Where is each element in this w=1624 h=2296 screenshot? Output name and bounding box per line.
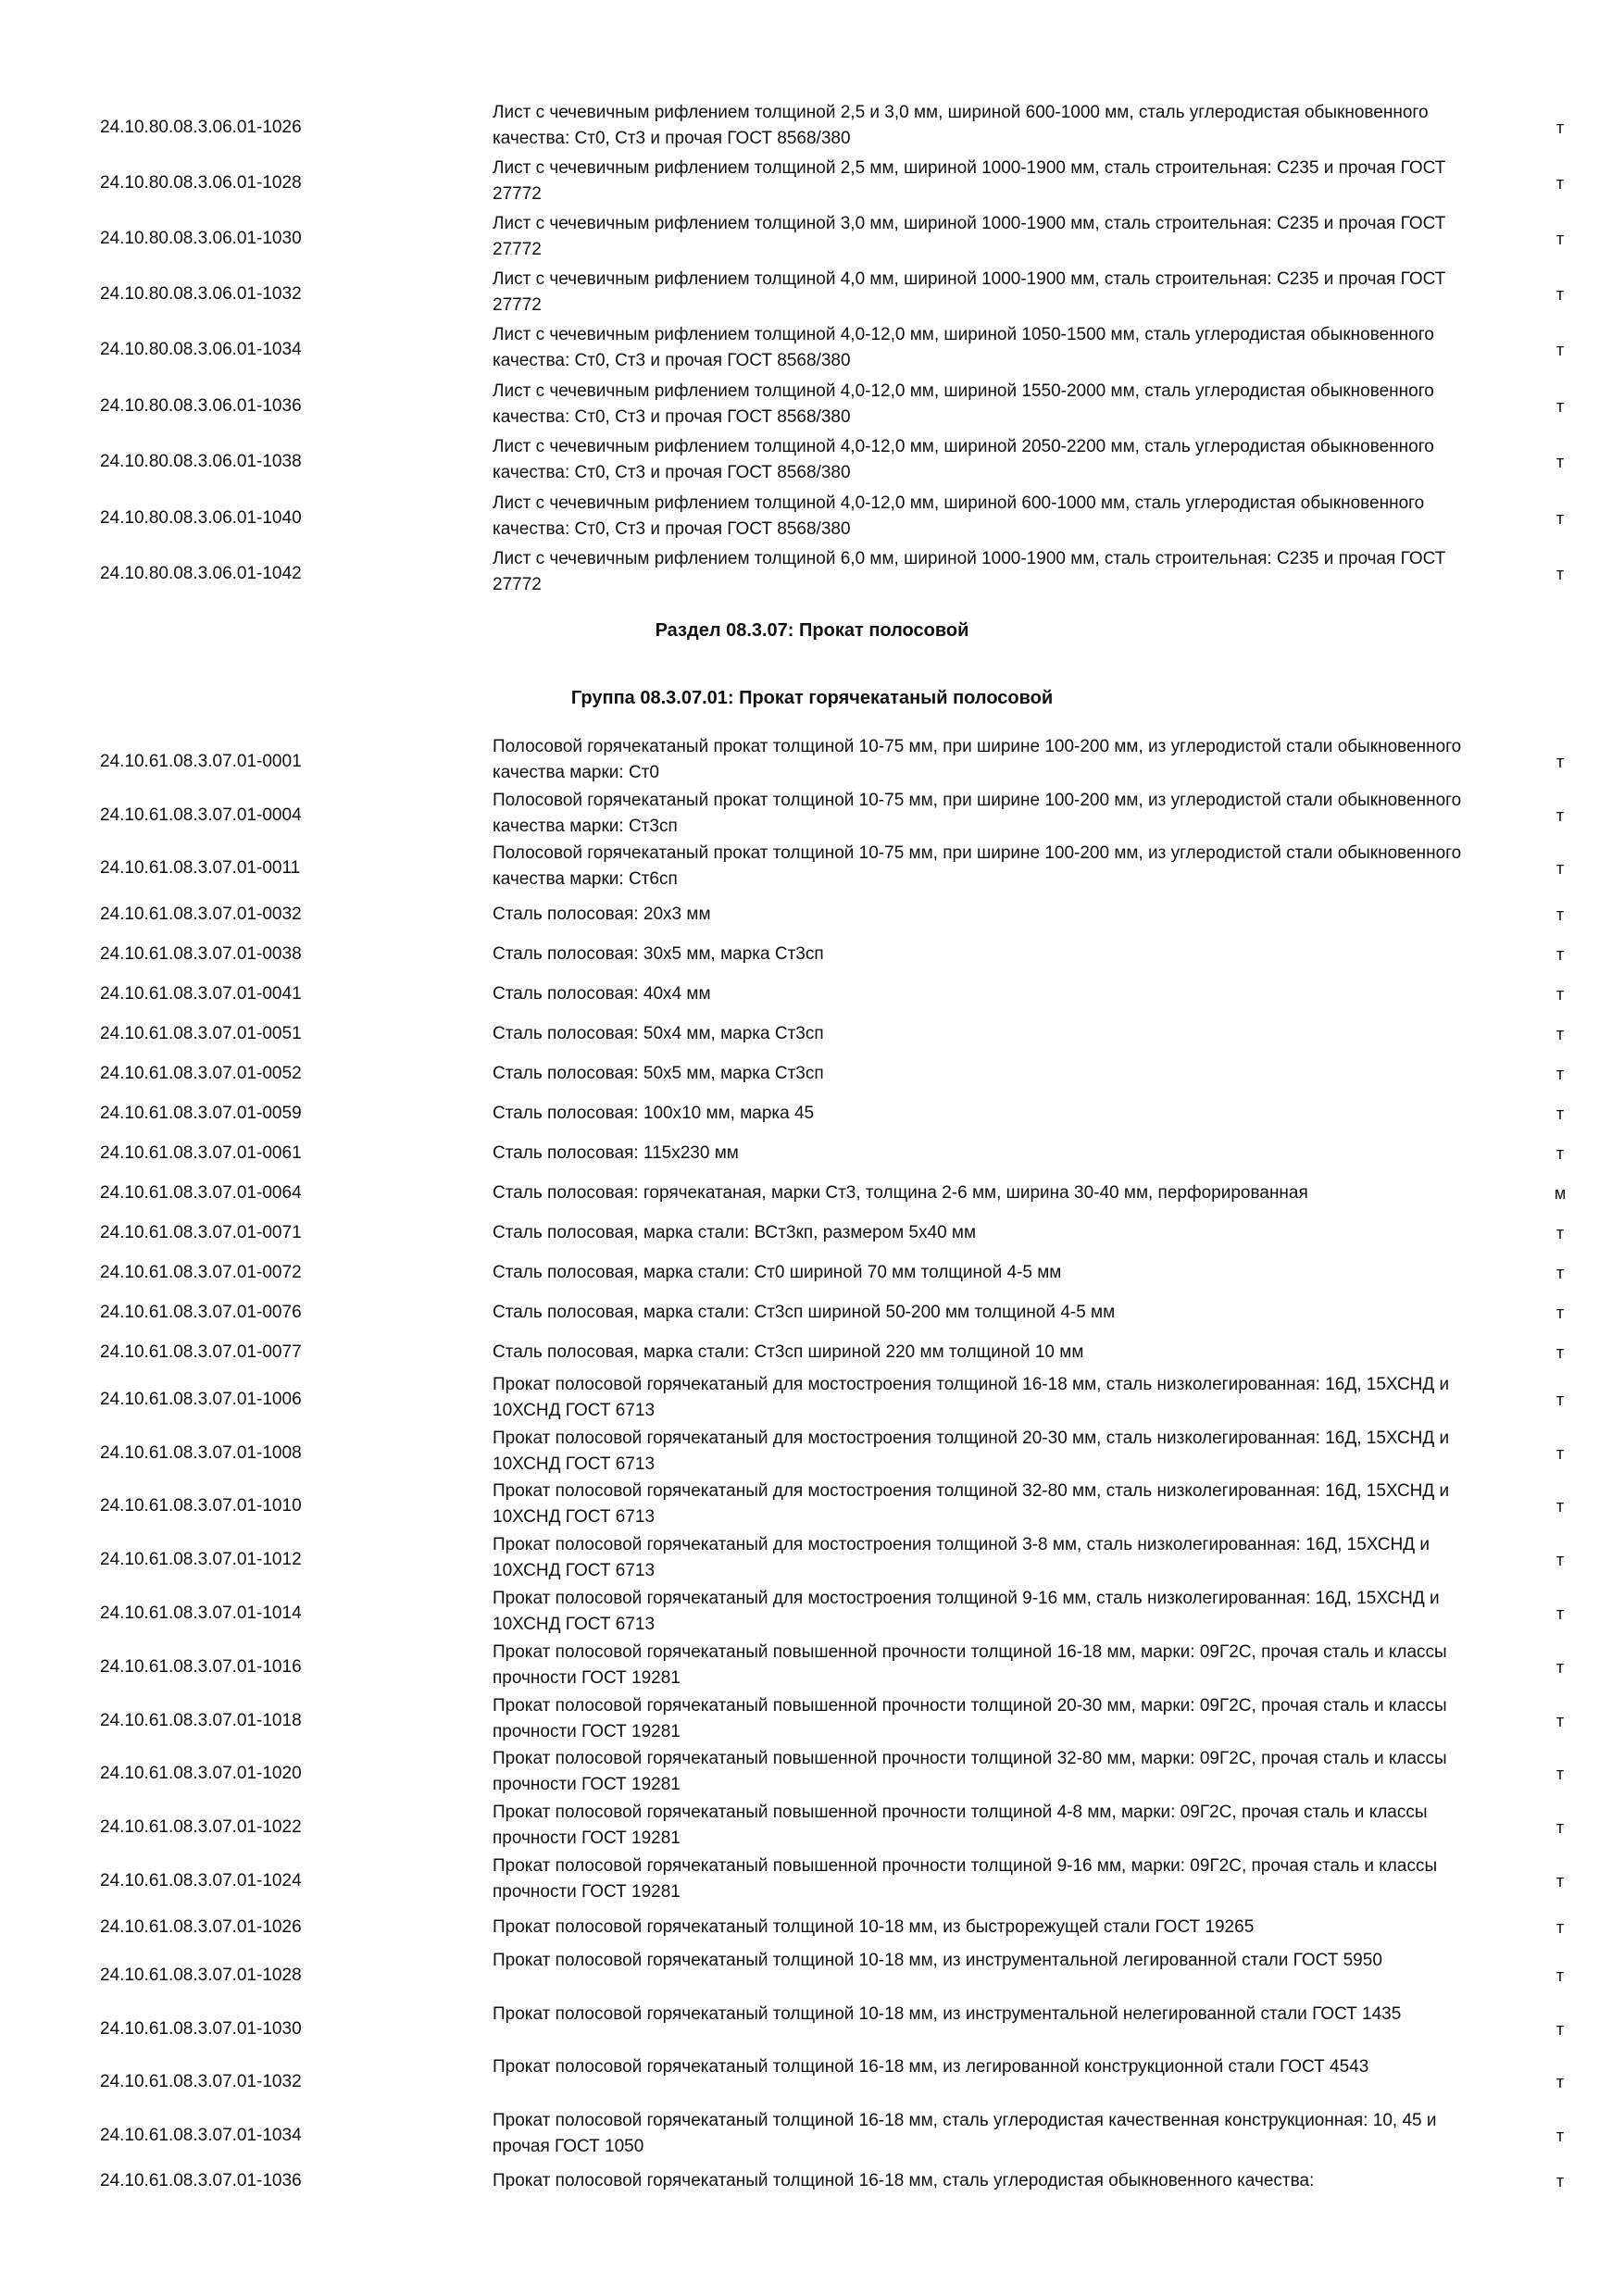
item-code: 24.10.61.08.3.07.01-0072 — [100, 1263, 302, 1282]
item-unit: т — [1555, 753, 1565, 771]
item-code: 24.10.61.08.3.07.01-0004 — [100, 805, 302, 825]
item-unit: т — [1555, 2127, 1565, 2145]
item-description: Сталь полосовая: 30х5 мм, марка Ст3сп — [493, 944, 824, 964]
group-heading: Группа 08.3.07.01: Прокат горячекатаный полосовой — [570, 688, 1054, 708]
item-code: 24.10.61.08.3.07.01-1016 — [100, 1657, 302, 1677]
item-description: Сталь полосовая: 40х4 мм — [493, 984, 711, 1004]
item-description: Прокат полосовой горячекатаный толщиной 10-18 мм, из инструментальной нелегированной стали ГОСТ 1435 — [493, 2004, 1402, 2024]
item-description: Сталь полосовая: 50х4 мм, марка Ст3сп — [493, 1024, 824, 1043]
item-unit: т — [1555, 1104, 1565, 1123]
item-unit: т — [1555, 1551, 1565, 1569]
item-description: Прокат полосовой горячекатаный толщиной 16-18 мм, сталь углеродистая качественная конструкционная: 10, 45 и прочая ГОСТ 1050 — [493, 2111, 1437, 2156]
item-unit: т — [1555, 1712, 1565, 1730]
item-unit: т — [1555, 1391, 1565, 1409]
item-code: 24.10.61.08.3.07.01-0071 — [100, 1223, 302, 1242]
item-code: 24.10.61.08.3.07.01-0077 — [100, 1342, 302, 1362]
item-code: 24.10.61.08.3.07.01-1028 — [100, 1965, 302, 1985]
item-code: 24.10.61.08.3.07.01-0076 — [100, 1303, 302, 1322]
item-unit: т — [1555, 1765, 1565, 1783]
item-unit: т — [1555, 1065, 1565, 1083]
item-unit: т — [1555, 1966, 1565, 1985]
item-code: 24.10.80.08.3.06.01-1028 — [100, 173, 302, 193]
item-description: Прокат полосовой горячекатаный для мостостроения толщиной 16-18 мм, сталь низколегированная: 16Д, 15ХСНД и 10ХСНД ГОСТ 6713 — [493, 1375, 1450, 1420]
section-heading: Раздел 08.3.07: Прокат полосовой — [655, 620, 969, 641]
item-description: Прокат полосовой горячекатаный повышенной прочности толщиной 4-8 мм, марки: 09Г2С, прочая сталь и классы прочности ГОСТ 19281 — [493, 1803, 1428, 1848]
item-description: Прокат полосовой горячекатаный для мостостроения толщиной 3-8 мм, сталь низколегированная: 16Д, 15ХСНД и 10ХСНД ГОСТ 6713 — [493, 1535, 1430, 1580]
item-description: Лист с чечевичным рифлением толщиной 3,0 мм, шириной 1000-1900 мм, сталь строительная: С235 и прочая ГОСТ 27772 — [493, 214, 1446, 259]
item-description: Сталь полосовая, марка стали: Ст3сп шириной 50-200 мм толщиной 4-5 мм — [493, 1303, 1116, 1322]
item-code: 24.10.61.08.3.07.01-0051 — [100, 1024, 302, 1043]
item-unit: т — [1555, 945, 1565, 964]
item-description: Лист с чечевичным рифлением толщиной 4,0-12,0 мм, шириной 2050-2200 мм, сталь углеродистая обыкновенного качества: Ст0, Ст3 и прочая ГОСТ 8568/380 — [493, 437, 1434, 482]
item-code: 24.10.61.08.3.07.01-0041 — [100, 984, 302, 1004]
item-description: Лист с чечевичным рифлением толщиной 2,5 и 3,0 мм, шириной 600-1000 мм, сталь углеродистая обыкновенного качества: Ст0, Ст3 и прочая ГОСТ 8568/380 — [493, 103, 1429, 148]
item-code: 24.10.61.08.3.07.01-0059 — [100, 1104, 302, 1123]
item-code: 24.10.80.08.3.06.01-1036 — [100, 396, 302, 416]
item-description: Сталь полосовая: горячекатаная, марки Ст3, толщина 2-6 мм, ширина 30-40 мм, перфорированная — [493, 1183, 1308, 1203]
item-code: 24.10.61.08.3.07.01-0061 — [100, 1143, 302, 1163]
item-unit: т — [1555, 1144, 1565, 1163]
item-description: Сталь полосовая: 100х10 мм, марка 45 — [493, 1104, 815, 1123]
item-description: Прокат полосовой горячекатаный толщиной 16-18 мм, из легированной конструкционной стали ГОСТ 4543 — [493, 2057, 1369, 2077]
item-code: 24.10.61.08.3.07.01-1010 — [100, 1496, 302, 1516]
item-description: Лист с чечевичным рифлением толщиной 4,0-12,0 мм, шириной 1550-2000 мм, сталь углеродистая обыкновенного качества: Ст0, Ст3 и прочая ГОСТ 8568/380 — [493, 381, 1434, 427]
item-code: 24.10.61.08.3.07.01-0038 — [100, 944, 302, 964]
item-unit: т — [1555, 1872, 1565, 1890]
item-description: Прокат полосовой горячекатаный повышенной прочности толщиной 16-18 мм, марки: 09Г2С, прочая сталь и классы прочности ГОСТ 19281 — [493, 1642, 1447, 1688]
item-code: 24.10.61.08.3.07.01-0001 — [100, 752, 302, 771]
item-unit: т — [1555, 905, 1565, 924]
item-unit: т — [1555, 1224, 1565, 1242]
item-description: Полосовой горячекатаный прокат толщиной 10-75 мм, при ширине 100-200 мм, из углеродистой стали обыкновенного качества марки: Ст3сп — [493, 791, 1462, 836]
item-unit: т — [1555, 230, 1565, 248]
item-unit: т — [1555, 2172, 1565, 2190]
item-description: Сталь полосовая, марка стали: Ст0 шириной 70 мм толщиной 4-5 мм — [493, 1263, 1062, 1282]
item-description: Прокат полосовой горячекатаный повышенной прочности толщиной 20-30 мм, марки: 09Г2С, прочая сталь и классы прочности ГОСТ 19281 — [493, 1696, 1447, 1741]
item-description: Прокат полосовой горячекатаный толщиной 16-18 мм, сталь углеродистая обыкновенного качества: — [493, 2171, 1315, 2190]
item-unit: т — [1555, 1025, 1565, 1043]
item-unit: т — [1555, 1497, 1565, 1516]
item-unit: т — [1555, 1604, 1565, 1623]
item-description: Лист с чечевичным рифлением толщиной 4,0-12,0 мм, шириной 1050-1500 мм, сталь углеродистая обыкновенного качества: Ст0, Ст3 и прочая ГОСТ 8568/380 — [493, 325, 1434, 370]
item-description: Прокат полосовой горячекатаный повышенной прочности толщиной 9-16 мм, марки: 09Г2С, прочая сталь и классы прочности ГОСТ 19281 — [493, 1856, 1438, 1902]
item-code: 24.10.61.08.3.07.01-1024 — [100, 1871, 302, 1890]
item-code: 24.10.61.08.3.07.01-1020 — [100, 1764, 302, 1783]
item-code: 24.10.80.08.3.06.01-1038 — [100, 452, 302, 471]
item-code: 24.10.61.08.3.07.01-1022 — [100, 1817, 302, 1837]
item-code: 24.10.61.08.3.07.01-1014 — [100, 1603, 302, 1623]
item-code: 24.10.61.08.3.07.01-1036 — [100, 2171, 302, 2190]
item-description: Полосовой горячекатаный прокат толщиной 10-75 мм, при ширине 100-200 мм, из углеродистой стали обыкновенного качества марки: Ст0 — [493, 737, 1462, 782]
item-unit: т — [1555, 1343, 1565, 1362]
item-unit: т — [1555, 1304, 1565, 1322]
item-description: Прокат полосовой горячекатаный для мостостроения толщиной 32-80 мм, сталь низколегированная: 16Д, 15ХСНД и 10ХСНД ГОСТ 6713 — [493, 1481, 1450, 1527]
item-unit: т — [1555, 341, 1565, 359]
item-unit: т — [1555, 985, 1565, 1004]
item-unit: т — [1555, 453, 1565, 471]
item-code: 24.10.61.08.3.07.01-1018 — [100, 1711, 302, 1730]
item-code: 24.10.61.08.3.07.01-1008 — [100, 1443, 302, 1463]
item-unit: т — [1555, 806, 1565, 825]
item-unit: т — [1555, 1918, 1565, 1937]
item-code: 24.10.80.08.3.06.01-1026 — [100, 118, 302, 137]
item-code: 24.10.61.08.3.07.01-1006 — [100, 1390, 302, 1409]
item-description: Прокат полосовой горячекатаный толщиной 10-18 мм, из инструментальной легированной стали ГОСТ 5950 — [493, 1951, 1382, 1970]
item-unit: т — [1555, 397, 1565, 416]
item-code: 24.10.61.08.3.07.01-1030 — [100, 2019, 302, 2039]
item-description: Полосовой горячекатаный прокат толщиной 10-75 мм, при ширине 100-200 мм, из углеродистой стали обыкновенного качества марки: Ст6сп — [493, 843, 1462, 889]
item-code: 24.10.61.08.3.07.01-0032 — [100, 905, 302, 924]
item-description: Лист с чечевичным рифлением толщиной 2,5 мм, шириной 1000-1900 мм, сталь строительная: С235 и прочая ГОСТ 27772 — [493, 158, 1446, 204]
item-unit: т — [1555, 1444, 1565, 1463]
item-unit: т — [1555, 174, 1565, 193]
item-code: 24.10.61.08.3.07.01-0052 — [100, 1064, 302, 1083]
item-code: 24.10.61.08.3.07.01-0064 — [100, 1183, 302, 1203]
item-description: Сталь полосовая: 50х5 мм, марка Ст3сп — [493, 1064, 824, 1083]
item-description: Сталь полосовая: 115х230 мм — [493, 1143, 739, 1163]
item-code: 24.10.61.08.3.07.01-1012 — [100, 1550, 302, 1569]
item-description: Лист с чечевичным рифлением толщиной 4,0-12,0 мм, шириной 600-1000 мм, сталь углеродистая обыкновенного качества: Ст0, Ст3 и прочая ГОСТ 8568/380 — [493, 493, 1425, 539]
item-code: 24.10.80.08.3.06.01-1032 — [100, 284, 302, 304]
item-unit: т — [1555, 2073, 1565, 2091]
item-code: 24.10.80.08.3.06.01-1040 — [100, 508, 302, 528]
item-description: Сталь полосовая, марка стали: ВСт3кп, размером 5х40 мм — [493, 1223, 977, 1242]
item-description: Прокат полосовой горячекатаный толщиной 10-18 мм, из быстрорежущей стали ГОСТ 19265 — [493, 1917, 1255, 1937]
item-unit: м — [1554, 1184, 1567, 1203]
item-unit: т — [1555, 1264, 1565, 1282]
item-code: 24.10.80.08.3.06.01-1042 — [100, 564, 302, 583]
item-code: 24.10.61.08.3.07.01-0011 — [100, 858, 301, 878]
item-unit: т — [1555, 859, 1565, 878]
item-code: 24.10.80.08.3.06.01-1034 — [100, 340, 302, 359]
item-description: Лист с чечевичным рифлением толщиной 4,0 мм, шириной 1000-1900 мм, сталь строительная: С235 и прочая ГОСТ 27772 — [493, 269, 1446, 315]
item-code: 24.10.61.08.3.07.01-1034 — [100, 2126, 302, 2145]
item-code: 24.10.80.08.3.06.01-1030 — [100, 229, 302, 248]
item-description: Лист с чечевичным рифлением толщиной 6,0 мм, шириной 1000-1900 мм, сталь строительная: С235 и прочая ГОСТ 27772 — [493, 549, 1446, 594]
item-unit: т — [1555, 285, 1565, 304]
item-description: Прокат полосовой горячекатаный для мостостроения толщиной 9-16 мм, сталь низколегированная: 16Д, 15ХСНД и 10ХСНД ГОСТ 6713 — [493, 1589, 1440, 1634]
item-unit: т — [1555, 565, 1565, 583]
item-description: Прокат полосовой горячекатаный повышенной прочности толщиной 32-80 мм, марки: 09Г2С, прочая сталь и классы прочности ГОСТ 19281 — [493, 1749, 1447, 1794]
item-description: Сталь полосовая, марка стали: Ст3сп шириной 220 мм толщиной 10 мм — [493, 1342, 1084, 1362]
item-description: Сталь полосовая: 20х3 мм — [493, 905, 711, 924]
item-code: 24.10.61.08.3.07.01-1026 — [100, 1917, 302, 1937]
item-code: 24.10.61.08.3.07.01-1032 — [100, 2072, 302, 2091]
item-unit: т — [1555, 2020, 1565, 2039]
item-unit: т — [1555, 1658, 1565, 1677]
item-unit: т — [1555, 119, 1565, 137]
item-description: Прокат полосовой горячекатаный для мостостроения толщиной 20-30 мм, сталь низколегированная: 16Д, 15ХСНД и 10ХСНД ГОСТ 6713 — [493, 1429, 1450, 1474]
item-unit: т — [1555, 509, 1565, 528]
item-unit: т — [1555, 1818, 1565, 1837]
